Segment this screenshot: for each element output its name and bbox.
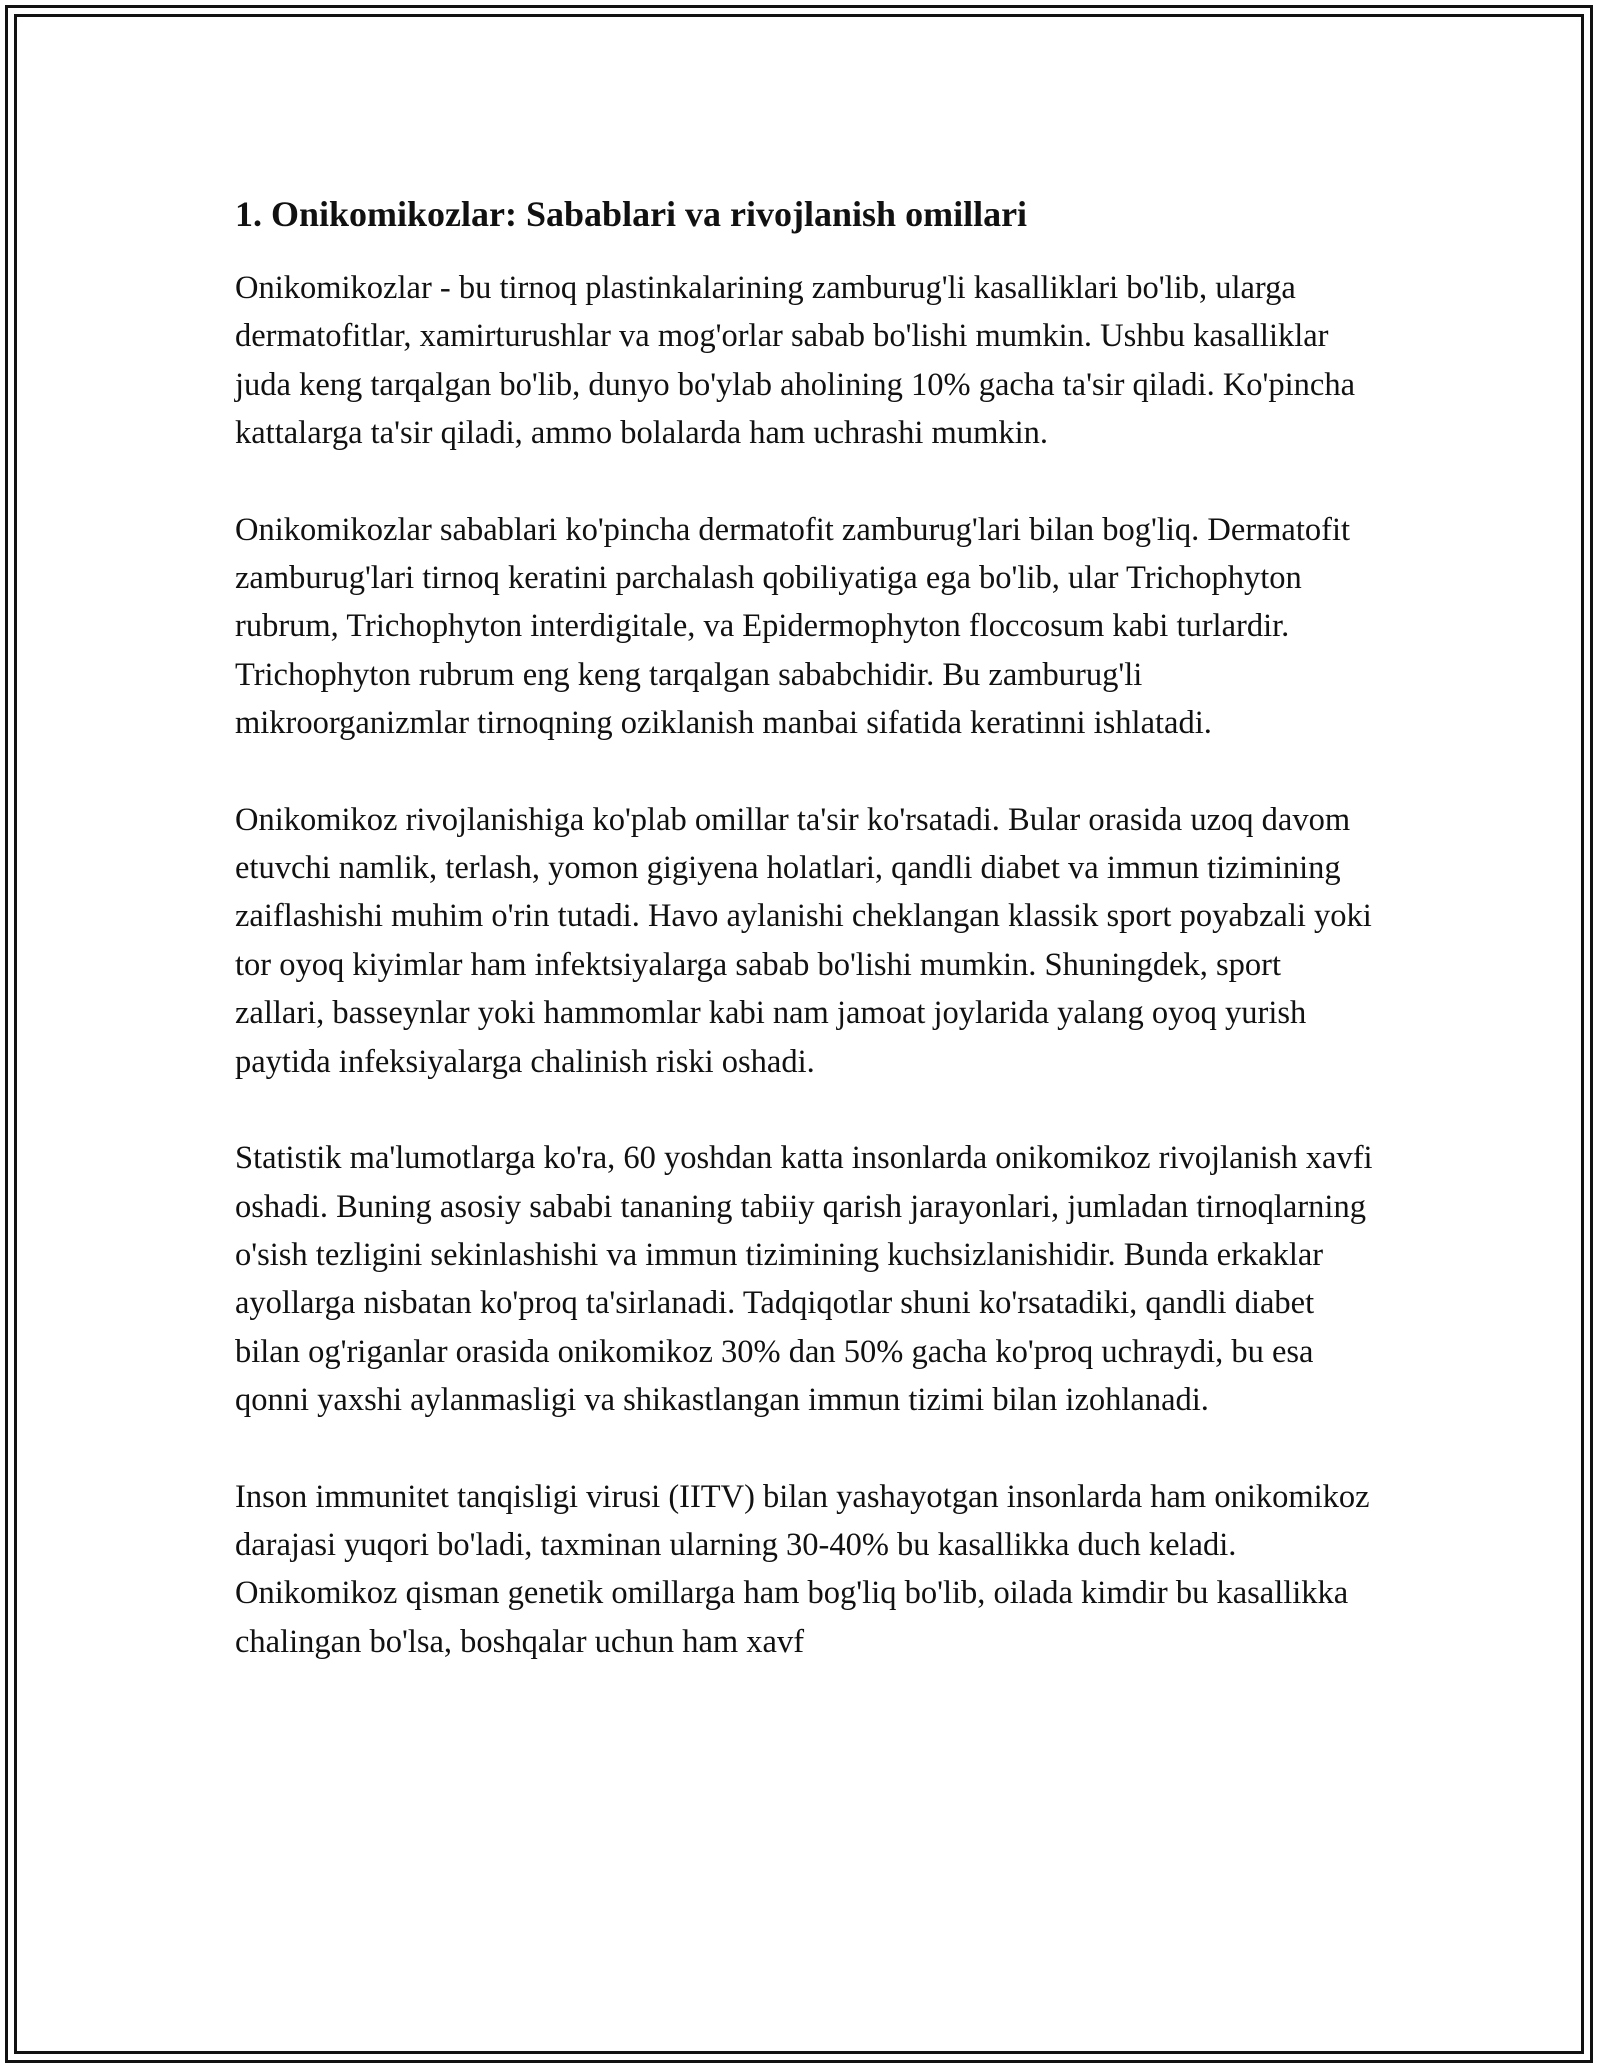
document-body	[235, 186, 1375, 1714]
paragraph-causes: Onikomikozlar sabablari ko'pincha dermatofit zamburug'lari bilan bog'liq. Dermatofit zamburug'lari tirnoq keratini parchalash qobiliyatiga ega bo'lib, ular Trichophyton rubrum, Trichophyton interdigitale, va Epidermophyton floccosum kabi turlardir. Trichophyton rubrum eng keng tarqalgan sababchidir. Bu zamburug'li mikroorganizmlar tirnoqning oziklanish manbai sifatida keratinni ishlatadi.	[235, 511, 1351, 742]
paragraph-hiv-genetics: Inson immunitet tanqisligi virusi (IITV) bilan yashayotgan insonlarda ham onikomikoz darajasi yuqori bo'ladi, taxminan ularning 30-40% bu kasallikka duch keladi. Onikomikoz qisman genetik omillarga ham bog'liq bo'lib, oilada kimdir bu kasallikka chalingan bo'lsa, boshqalar uchun ham xavf	[235, 1478, 1370, 1660]
paragraph-statistics: Statistik ma'lumotlarga ko'ra, 60 yoshdan katta insonlarda onikomikoz rivojlanish xavfi oshadi. Buning asosiy sababi tananing tabiiy qarish jarayonlari, jumladan tirnoqlarning o'sish tezligini sekinlashishi va immun tizimining kuchsizlanishidir. Bunda erkaklar ayollarga nisbatan ko'proq ta'sirlanadi. Tadqiqotlar shuni ko'rsatadiki, qandli diabet bilan og'riganlar orasida onikomikoz 30% dan 50% gacha ko'proq uchraydi, bu esa qonni yaxshi aylanmasligi va shikastlangan immun tizimi bilan izohlanadi.	[235, 1140, 1373, 1419]
paragraph-definition: Onikomikozlar - bu tirnoq plastinkalarining zamburug'li kasalliklari bo'lib, ularga dermatofitlar, xamirturushlar va mog'orlar sabab bo'lishi mumkin. Ushbu kasalliklar juda keng tarqalgan bo'lib, dunyo bo'ylab aholining 10% gacha ta'sir qiladi. Ko'pincha kattalarga ta'sir qiladi, ammo bolalarda ham uchrashi mumkin.	[235, 270, 1356, 452]
section-heading: 1. Onikomikozlar: Sabablari va rivojlanish omillari	[235, 194, 1028, 234]
paragraph-risk-factors: Onikomikoz rivojlanishiga ko'plab omillar ta'sir ko'rsatadi. Bular orasida uzoq davom etuvchi namlik, terlash, yomon gigiyena holatlari, qandli diabet va immun tizimining zaiflashishi muhim o'rin tutadi. Havo aylanishi cheklangan klassik sport poyabzali yoki tor oyoq kiyimlar ham infektsiyalarga sabab bo'lishi mumkin. Shuningdek, sport zallari, basseynlar yoki hammomlar kabi nam jamoat joylarida yalang oyoq yurish paytida infeksiyalarga chalinish riski oshadi.	[235, 801, 1372, 1080]
